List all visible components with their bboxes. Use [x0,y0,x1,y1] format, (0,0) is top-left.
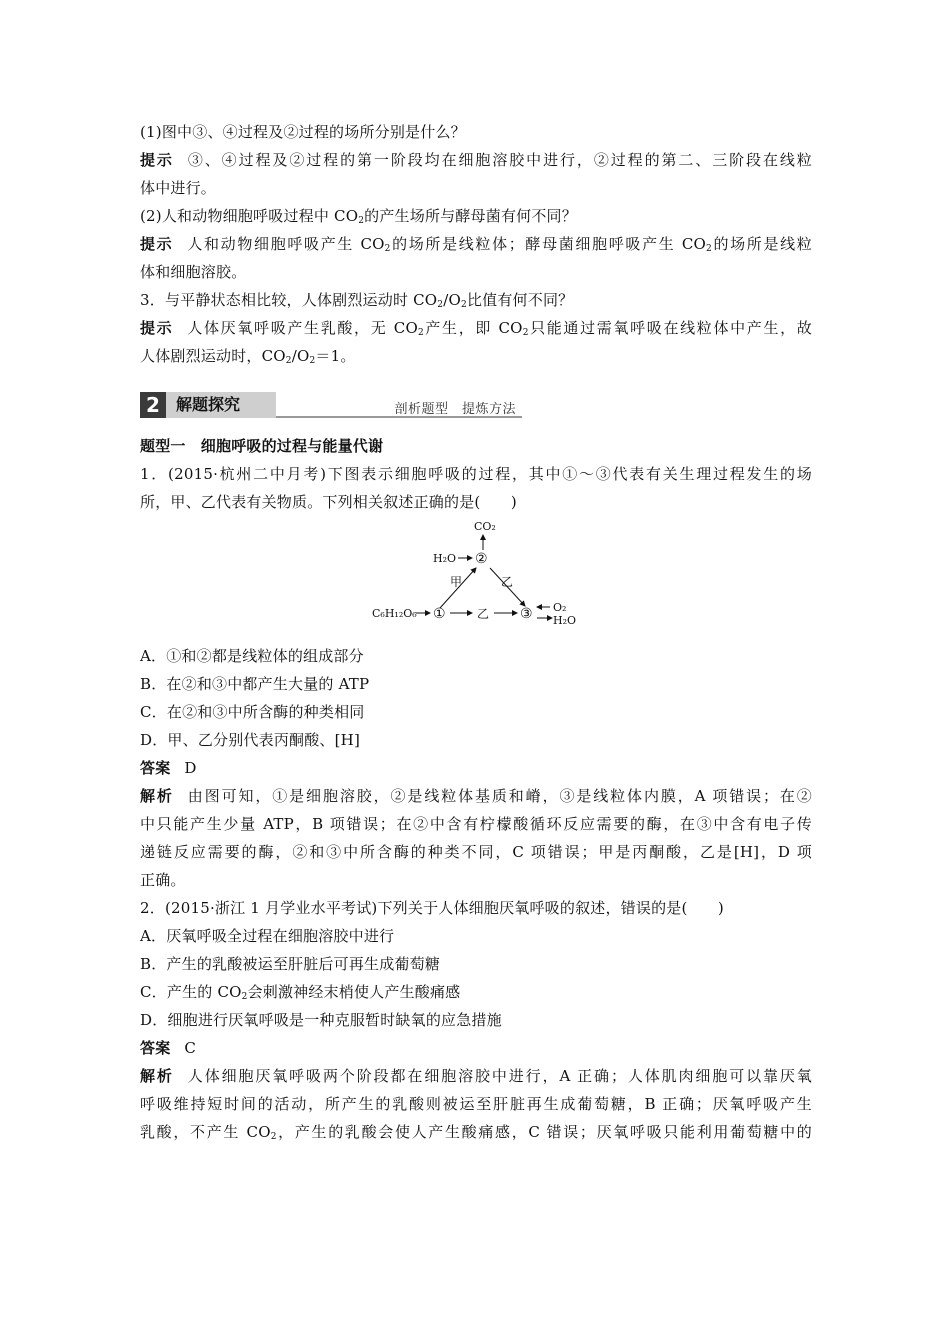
q2-analysis-line-1: 解析 人体细胞厌氧呼吸两个阶段都在细胞溶胶中进行，A 正确；人体肌肉细胞可以靠厌氧 [140,1067,812,1085]
q2-analysis-line-3: 乳酸，不产生 $CO_2$，产生的乳酸会使人产生酸痛感，C 错误；厌氧呼吸只能利用葡萄糖中的 [140,1123,812,1142]
answer-label: 答案 [140,1039,171,1057]
q1-analysis-line-1: 解析 由图可知，①是细胞溶胶，②是线粒体基质和嵴，③是线粒体内膜，A 项错误；在② [140,787,812,805]
node-2: ② [475,551,488,567]
section-number: 2 [140,392,166,418]
section-header [140,392,522,418]
q1-answer: 答案 D [140,759,197,777]
q1-analysis-line-3: 递链反应需要的酶，②和③中所含酶的种类不同，C 项错误；甲是丙酮酸，乙是[H]，D 项 [140,843,812,861]
q1-stem-line-2: 所，甲、乙代表有关物质。下列相关叙述正确的是( ) [140,493,517,511]
yi-diagonal-label: 乙 [501,575,514,589]
hint-label: 提示 [140,235,174,253]
q2-option-b: B．产生的乳酸被运至肝脏后可再生成葡萄糖 [140,955,441,973]
hint-3-line-1: 提示 人体厌氧呼吸产生乳酸，无 $CO_2$产生，即 $CO_2$只能通过需氧呼吸在线粒体中产生，故 [140,319,812,338]
q1-analysis-line-2: 中只能产生少量 ATP，B 项错误；在②中含有柠檬酸循环反应需要的酶，在③中含有电子传 [140,815,812,833]
respiration-diagram-svg [140,518,812,638]
glucose-label: C₆H₁₂O₆ [372,607,417,620]
q2-option-c: C．产生的 $CO_2$会刺激神经末梢使人产生酸痛感 [140,983,461,1002]
yi-middle-label: 乙 [477,607,490,621]
q1-analysis-line-4: 正确。 [140,871,186,889]
hint-3-line-2: 人体剧烈运动时，$CO_2/O_2=1$。 [140,347,356,366]
hint-2-line-1: 提示 人和动物细胞呼吸产生 $CO_2$的场所是线粒体；酵母菌细胞呼吸产生 $CO_2$的场所是线粒 [140,235,812,254]
o2-label: O₂ [553,601,567,614]
question-2-sub: (2)人和动物细胞呼吸过程中 $CO_2$的产生场所与酵母菌有何不同？ [140,207,577,226]
analysis-label: 解析 [140,787,174,805]
q2-option-d: D．细胞进行厌氧呼吸是一种克服暂时缺氧的应急措施 [140,1011,502,1029]
document-page [140,118,812,1146]
hint-1-line-2: 体中进行。 [140,179,217,197]
hint-2-line-2: 体和细胞溶胶。 [140,263,247,281]
node-1: ① [433,606,446,622]
hint-label: 提示 [140,151,174,169]
answer-label: 答案 [140,759,171,777]
q2-stem: 2．(2015·浙江 1 月学业水平考试)下列关于人体细胞厌氧呼吸的叙述，错误的是( ) [140,899,724,917]
node-3: ③ [520,606,533,622]
q2-option-a: A．厌氧呼吸全过程在细胞溶胶中进行 [140,927,395,945]
h2o-input-label: H₂O [433,552,457,565]
q1-option-c: C．在②和③中所含酶的种类相同 [140,703,365,721]
q1-stem-line-1: 1．(2015·杭州二中月考)下图表示细胞呼吸的过程，其中①～③代表有关生理过程发生的场 [140,465,812,483]
q1-option-d: D．甲、乙分别代表丙酮酸、[H] [140,731,361,749]
section-title: 解题探究 [166,392,276,418]
q2-analysis-line-2: 呼吸维持短时间的活动，所产生的乳酸则被运至肝脏再生成葡萄糖，B 正确；厌氧呼吸产生 [140,1095,812,1113]
analysis-label: 解析 [140,1067,174,1085]
question-type-heading: 题型一 细胞呼吸的过程与能量代谢 [140,437,384,455]
question-3: 3．与平静状态相比较，人体剧烈运动时 $CO_2/O_2$比值有何不同？ [140,291,574,310]
hint-label: 提示 [140,319,174,337]
q2-answer: 答案 C [140,1039,197,1057]
co2-label: CO₂ [474,520,496,533]
q1-option-b: B．在②和③中都产生大量的 ATP [140,675,370,693]
q1-option-a: A．①和②都是线粒体的组成部分 [140,647,364,665]
hint-1-line-1: 提示 ③、④过程及②过程的第一阶段均在细胞溶胶中进行，②过程的第二、三阶段在线粒 [140,151,813,169]
respiration-diagram [140,518,812,638]
h2o-output-label: H₂O [553,614,577,627]
section-subtitle: 剖析题型 提炼方法 [394,402,516,417]
jia-label: 甲 [450,575,463,589]
question-1-sub: (1)图中③、④过程及②过程的场所分别是什么？ [140,123,466,141]
